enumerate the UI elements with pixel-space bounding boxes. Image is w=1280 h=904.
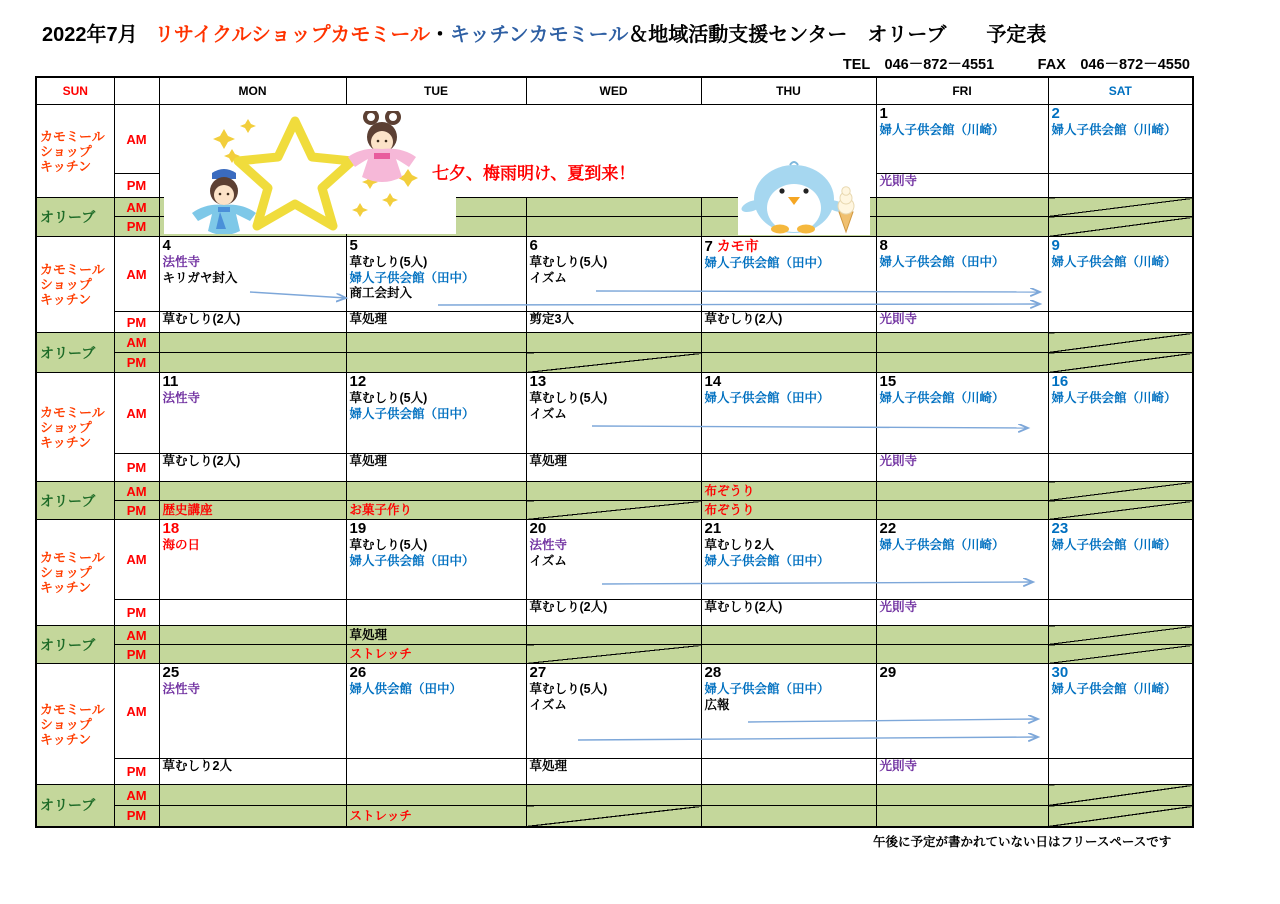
cell-w3-am-tue [346,373,526,454]
schedule-entry: 婦人子供会館（川崎） [879,123,1005,137]
day-number: 12 [349,373,367,390]
header-mon: MON [159,77,346,105]
schedule-entry: 婦人供会館（田中） [349,682,463,696]
pm-label: PM [114,759,159,785]
schedule-entry: イズム [529,553,567,568]
day-number: 18 [162,520,180,537]
schedule-entry: 法性寺 [162,391,201,405]
row-label-line: ショップ [40,277,92,292]
olive-am-row [36,482,1193,501]
cell-w1-olive-am-fri [876,198,1048,217]
row-label-kamomiru [36,373,114,482]
schedule-entry: イズム [529,406,567,421]
cell-w4-am-sat [1048,520,1193,600]
day-number: 28 [704,664,722,681]
cell-w5-am-sat [1048,664,1193,759]
cell-w2-olive-am-wed [526,333,701,353]
cell-w4-olive-am-mon [159,626,346,645]
week-pm-row [36,454,1193,482]
day-number: 22 [879,520,897,537]
day-number: 11 [162,373,179,390]
pm-label: PM [114,312,159,333]
olive-am-row [36,333,1193,353]
row-label-olive: オリーブ [36,333,114,373]
am-label: AM [114,373,159,454]
row-label-kamomiru [36,520,114,626]
cell-w1-pm-fri [876,174,1048,198]
day-number: 27 [529,664,547,681]
olive-am-row [36,626,1193,645]
olive-pm-label: PM [114,645,159,664]
cell-w2-olive-am-tue [346,333,526,353]
schedule-entry: 草むしり2人 [162,759,232,773]
cell-w4-am-tue [346,520,526,600]
cell-w5-olive-am-mon [159,785,346,806]
cell-w5-pm-mon [159,759,346,785]
schedule-entry: 婦人子供会館（田中） [704,256,830,270]
tanabata-illustration [164,111,456,234]
row-label-line: カモミール [40,262,105,277]
cell-w5-am-tue [346,664,526,759]
cell-w3-am-thu [701,373,876,454]
schedule-entry: 草処理 [529,454,568,468]
schedule-entry: 婦人子供会館（川崎） [1051,123,1177,137]
schedule-entry: 婦人子供会館（川崎） [1051,682,1177,696]
cell-w4-pm-thu [701,600,876,626]
title-rest: ＆地域活動支援センター オリーブ 予定表 [628,24,1047,46]
day-number: 6 [529,237,538,254]
cell-w3-pm-tue [346,454,526,482]
day-number: 16 [1051,373,1069,390]
schedule-entry: 光則寺 [879,600,918,614]
schedule-entry: 婦人子供会館（田中） [349,553,475,568]
cell-w4-olive-pm-mon [159,645,346,664]
schedule-entry: キリガヤ封入 [162,270,238,285]
cell-w3-olive-am-fri [876,482,1048,501]
schedule-entry: 草むしり(5人) [529,391,608,405]
row-label-line: カモミール [40,128,105,144]
day-number: 14 [704,373,722,390]
cell-w2-olive-pm-thu [701,353,876,373]
schedule-entry: 草むしり(2人) [529,600,608,614]
page-title [42,18,1046,47]
header-thu: THU [701,77,876,105]
cell-w1-olive-pm-fri [876,217,1048,237]
olive-pm-row [36,501,1193,520]
cell-w4-am-fri [876,520,1048,600]
cell-w2-pm-wed [526,312,701,333]
row-label-line: ショップ [40,143,92,159]
schedule-entry: お菓子作り [349,503,413,517]
olive-am-label: AM [114,785,159,806]
olive-pm-label: PM [114,806,159,827]
week-am-row [36,520,1193,600]
day-number: 2 [1051,105,1060,122]
schedule-entry: 歴史講座 [162,503,213,517]
cell-w4-pm-fri [876,600,1048,626]
schedule-entry: 婦人子供会館（川崎） [879,538,1005,552]
cell-w5-pm-sat [1048,759,1193,785]
row-label-line: キッチン [40,580,92,595]
olive-pm-label: PM [114,501,159,520]
title-separator: ・ [430,24,451,46]
schedule-entry: 光則寺 [879,174,918,188]
cell-w3-olive-am-thu [701,482,876,501]
cell-w4-pm-mon [159,600,346,626]
cell-w2-pm-mon [159,312,346,333]
cell-w5-olive-am-thu [701,785,876,806]
cell-w5-pm-thu [701,759,876,785]
schedule-entry: イズム [529,697,567,712]
cell-w3-olive-pm-tue [346,501,526,520]
row-label-line: キッチン [40,434,92,450]
schedule-entry: 法性寺 [162,255,201,269]
row-label-line: カモミール [40,550,105,565]
am-label: AM [114,664,159,759]
cell-w3-am-sat [1048,373,1193,454]
schedule-entry: 草処理 [349,628,388,642]
cell-w3-olive-pm-wed [526,501,701,520]
schedule-entry: ストレッチ [349,647,412,661]
schedule-entry: 婦人子供会館（川崎） [1051,538,1177,552]
row-label-line: キッチン [40,731,92,747]
cell-w3-pm-fri [876,454,1048,482]
cell-w5-olive-am-fri [876,785,1048,806]
olive-am-label: AM [114,482,159,501]
schedule-entry: 草むしり(5人) [349,255,428,269]
cell-w2-pm-thu [701,312,876,333]
schedule-entry: 草むしり2人 [704,538,774,552]
title-kitchen: キッチンカモミール [450,24,629,46]
schedule-entry: 光則寺 [879,454,918,468]
pm-label: PM [114,174,159,198]
schedule-entry: 草むしり(5人) [529,255,608,269]
cell-w5-olive-pm-sat [1048,806,1193,827]
header-blank [114,77,159,105]
header-sat: SAT [1048,77,1193,105]
row-label-line: キッチン [40,158,92,174]
cell-w4-pm-wed [526,600,701,626]
schedule-entry: 法性寺 [162,682,201,696]
cell-w4-olive-pm-thu [701,645,876,664]
row-label-line: カモミール [40,701,105,717]
cell-w3-pm-thu [701,454,876,482]
cell-w4-pm-sat [1048,600,1193,626]
cell-w4-olive-pm-wed [526,645,701,664]
schedule-entry: 婦人子供会館（川崎） [1051,255,1177,269]
day-number: 26 [349,664,367,681]
header-wed: WED [526,77,701,105]
schedule-entry: 婦人子供会館（川崎） [879,391,1005,405]
cell-w3-olive-pm-mon [159,501,346,520]
week-pm-row [36,312,1193,333]
schedule-entry: 草処理 [349,312,388,326]
cell-w4-olive-am-wed [526,626,701,645]
week-pm-row [36,600,1193,626]
cell-w2-olive-pm-tue [346,353,526,373]
cell-w2-am-thu [701,237,876,312]
cell-w1-olive-pm-wed [526,217,701,237]
cell-w5-am-thu [701,664,876,759]
cell-w2-pm-sat [1048,312,1193,333]
cell-w2-am-mon [159,237,346,312]
cell-w3-olive-am-mon [159,482,346,501]
cell-w4-olive-am-fri [876,626,1048,645]
header-fri: FRI [876,77,1048,105]
schedule-entry: 草むしり(5人) [349,391,428,405]
day-number: 1 [879,105,888,122]
schedule-entry: 婦人子供会館（川崎） [1051,391,1177,405]
schedule-entry: 草処理 [529,759,568,773]
schedule-entry: 法性寺 [529,538,568,552]
cell-w5-am-fri [876,664,1048,759]
schedule-entry: 商工会封入 [349,286,413,300]
schedule-entry: 草むしり(2人) [704,312,783,326]
cell-w4-olive-am-sat [1048,626,1193,645]
row-label-line: ショップ [40,716,92,732]
cell-w5-pm-fri [876,759,1048,785]
row-label-olive: オリーブ [36,626,114,664]
tel-fax-line: TEL 046－872－4551 FAX 046－872－4550 [842,57,1190,73]
schedule-entry: 広報 [704,697,730,712]
cell-w2-olive-am-sat [1048,333,1193,353]
cell-w4-am-thu [701,520,876,600]
am-label: AM [114,520,159,600]
schedule-entry: イズム [529,270,567,285]
cell-w2-am-wed [526,237,701,312]
cell-w4-am-wed [526,520,701,600]
cell-w5-olive-pm-fri [876,806,1048,827]
cell-w3-am-mon [159,373,346,454]
header-sun: SUN [36,77,114,105]
olive-am-row [36,785,1193,806]
cell-w3-olive-pm-fri [876,501,1048,520]
cell-w3-am-fri [876,373,1048,454]
day-number: 4 [162,237,171,254]
row-label-olive: オリーブ [36,482,114,520]
cell-w1-pm-sat [1048,174,1193,198]
cell-w3-pm-sat [1048,454,1193,482]
cell-w2-olive-pm-sat [1048,353,1193,373]
day-number: 21 [704,520,722,537]
schedule-entry: 婦人子供会館（田中） [704,391,830,405]
olive-pm-label: PM [114,217,159,237]
schedule-entry: 草むしり(2人) [162,454,241,468]
day-number: 8 [879,237,888,254]
row-label-line: ショップ [40,565,92,580]
am-label: AM [114,237,159,312]
title-year-month: 2022年7月 [42,24,138,46]
header-tue: TUE [346,77,526,105]
cell-w5-pm-wed [526,759,701,785]
schedule-entry: 布ぞうり [704,484,755,498]
schedule-entry: 婦人子供会館（田中） [879,255,1005,269]
cell-w5-pm-tue [346,759,526,785]
cell-w5-olive-pm-wed [526,806,701,827]
cell-w5-olive-am-sat [1048,785,1193,806]
pm-label: PM [114,454,159,482]
cell-w3-pm-mon [159,454,346,482]
cell-w2-olive-pm-wed [526,353,701,373]
row-label-kamomiru [36,237,114,333]
day-number: 7 カモ市 [704,238,759,255]
day-number: 25 [162,664,180,681]
row-label-olive: オリーブ [36,785,114,827]
schedule-entry: 海の日 [162,538,201,552]
schedule-entry: 婦人子供会館（田中） [349,406,475,421]
cell-w2-pm-fri [876,312,1048,333]
row-label-line: カモミール [40,404,105,420]
day-number: 15 [879,373,897,390]
cell-w3-am-wed [526,373,701,454]
olive-am-label: AM [114,333,159,353]
day-number: 13 [529,373,547,390]
cell-w4-olive-pm-tue [346,645,526,664]
cell-w3-olive-am-sat [1048,482,1193,501]
row-label-kamomiru [36,664,114,785]
weekday-header-row [36,77,1193,105]
week-am-row [36,664,1193,759]
cell-w3-olive-am-wed [526,482,701,501]
row-label-line: キッチン [40,292,92,307]
schedule-entry: 光則寺 [879,759,918,773]
olive-pm-row [36,353,1193,373]
day-number: 19 [349,520,367,537]
day-number: 29 [879,664,897,681]
cell-w2-am-tue [346,237,526,312]
cell-w5-am-mon [159,664,346,759]
schedule-entry: 草むしり(2人) [704,600,783,614]
cell-w1-olive-am-sat [1048,198,1193,217]
penguin-illustration [738,156,870,235]
schedule-entry: 草処理 [349,454,388,468]
row-label-kamomiru [36,105,114,198]
cell-w5-olive-am-tue [346,785,526,806]
cell-w5-am-wed [526,664,701,759]
week-pm-row [36,759,1193,785]
schedule-entry: ストレッチ [349,808,412,823]
olive-am-label: AM [114,198,159,217]
olive-pm-row [36,806,1193,827]
cell-w1-olive-pm-sat [1048,217,1193,237]
cell-w2-olive-pm-mon [159,353,346,373]
day-number: 9 [1051,237,1060,254]
day-number: 5 [349,237,358,254]
schedule-entry: 婦人子供会館（田中） [349,270,475,285]
day-number: 23 [1051,520,1069,537]
cell-w5-olive-am-wed [526,785,701,806]
cell-w1-am-sat [1048,105,1193,174]
cell-w3-olive-am-tue [346,482,526,501]
day-number: 20 [529,520,547,537]
day-annotation: カモ市 [712,238,759,254]
schedule-entry: 婦人子供会館（田中） [704,682,830,696]
seasonal-banner-text: 七夕、梅雨明け、夏到来！ [432,164,636,183]
cell-w1-am-fri [876,105,1048,174]
schedule-entry: 婦人子供会館（田中） [704,553,830,568]
week-am-row [36,373,1193,454]
cell-w5-olive-pm-mon [159,806,346,827]
cell-w4-am-mon [159,520,346,600]
cell-w2-am-sat [1048,237,1193,312]
footnote-text: 午後に予定が書かれていない日はフリースペースです [873,835,1172,849]
cell-w4-pm-tue [346,600,526,626]
cell-w3-olive-pm-thu [701,501,876,520]
schedule-entry: 草むしり(5人) [529,682,608,696]
cell-w4-olive-am-tue [346,626,526,645]
cell-w2-am-fri [876,237,1048,312]
row-label-line: ショップ [40,419,92,435]
am-label: AM [114,105,159,174]
olive-pm-row [36,645,1193,664]
schedule-entry: 剪定3人 [529,312,574,326]
cell-w4-olive-pm-fri [876,645,1048,664]
pm-label: PM [114,600,159,626]
cell-w2-olive-am-fri [876,333,1048,353]
cell-w3-pm-wed [526,454,701,482]
cell-w5-olive-pm-thu [701,806,876,827]
cell-w3-olive-pm-sat [1048,501,1193,520]
schedule-entry: 光則寺 [879,312,918,326]
cell-w5-olive-pm-tue [346,806,526,827]
week-am-row [36,237,1193,312]
day-number: 30 [1051,664,1069,681]
schedule-entry: 草むしり(2人) [162,312,241,326]
cell-w2-olive-am-thu [701,333,876,353]
olive-am-label: AM [114,626,159,645]
cell-w2-pm-tue [346,312,526,333]
cell-w4-olive-am-thu [701,626,876,645]
cell-w2-olive-am-mon [159,333,346,353]
row-label-olive: オリーブ [36,198,114,237]
cell-w1-olive-am-wed [526,198,701,217]
olive-pm-label: PM [114,353,159,373]
schedule-entry: 草むしり(5人) [349,538,428,552]
cell-w2-olive-pm-fri [876,353,1048,373]
cell-w4-olive-pm-sat [1048,645,1193,664]
title-recycle-shop: リサイクルショップカモミール [154,24,431,46]
schedule-entry: 布ぞうり [704,503,755,517]
